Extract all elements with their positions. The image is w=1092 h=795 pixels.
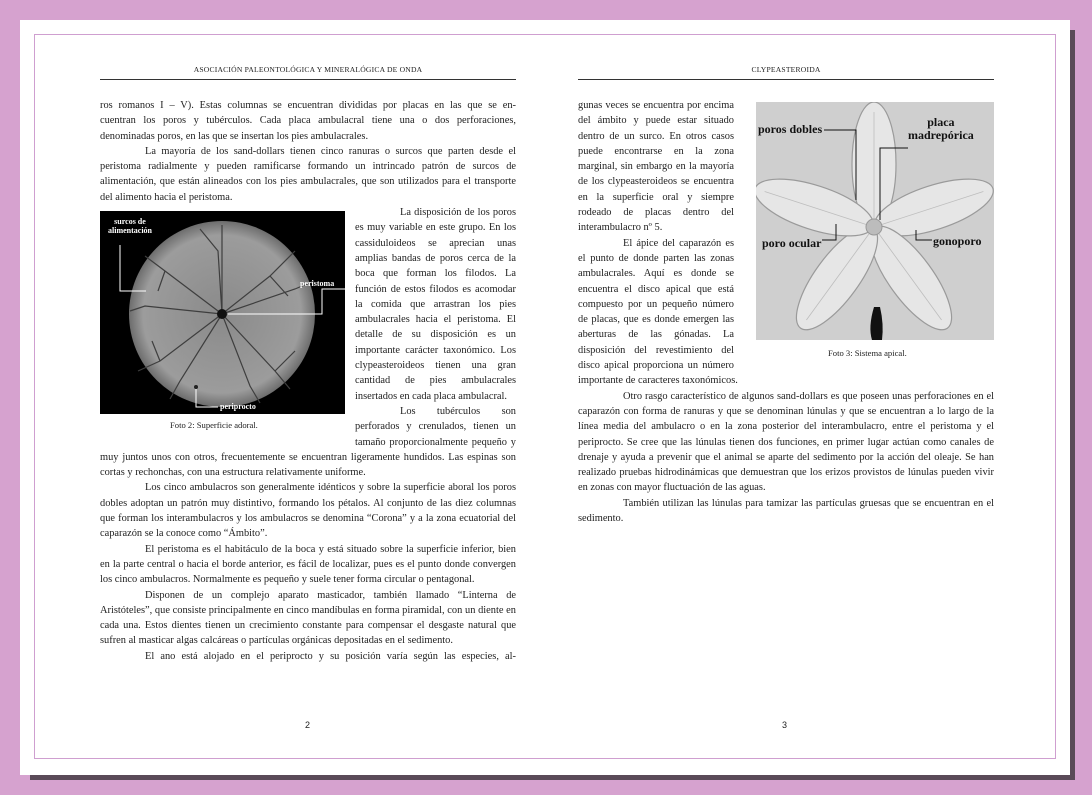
left-running-header: ASOCIACIÓN PALEONTOLÓGICA Y MINERALÓGICA DE ONDA <box>193 65 423 74</box>
document-spread <box>20 20 1070 775</box>
sand-dollar-adoral-image <box>100 211 345 414</box>
figure-3 <box>756 102 994 364</box>
label-gonoporo: gonoporo <box>933 234 982 248</box>
label-poro-ocular: poro ocular <box>762 236 822 250</box>
label-peristoma: peristoma <box>300 279 335 289</box>
right-header-rule <box>578 79 994 80</box>
paragraph-tuberculos: Los tubérculos son perforados y crenulados, tienen un tamaño proporcionalmente pequeño y muy juntos unos con otros, frecuentemente se encuentran ligeramente hundidos. Las espinas son cortas y rechonchas, con una estructura relativamente uniforme. <box>100 405 516 479</box>
paragraph-ambulacros: Los cinco ambulacros son generalmente idénticos y sobre la superficie aboral los poros dobles adoptan un patrón muy distintivo, formando los pétalos. Al conjunto de las diez columnas que forman los interambulacros y los ambulacros se denomina “Corona” y a la zona ecuatorial del caparazón se la conoce como “Ámbito”. <box>100 482 516 540</box>
figure-3-caption: Foto 3: Sistema apical. <box>828 348 907 358</box>
left-page-text <box>100 98 516 664</box>
label-periprocto: periprocto <box>220 402 256 412</box>
intro-line-2: cuentran los poros y tubérculos. Cada placa ambulacral tiene una o dos perforaciones, <box>100 115 516 127</box>
figure-2 <box>100 211 345 439</box>
figure-2-caption: Foto 2: Superficie adoral. <box>170 420 258 431</box>
intro-line-1: ros romanos I – V). Estas columnas se encuentran divididas por placas en las que se en- <box>100 100 516 111</box>
left-header-rule <box>100 79 516 80</box>
label-poros-dobles: poros dobles <box>758 122 823 136</box>
label-placa-madreporica: placa madrepórica <box>908 115 974 142</box>
left-page-number: 2 <box>305 720 311 730</box>
paragraph-peristoma: El peristoma es el habitáculo de la boca y está situado sobre la superficie inferior, bien en la parte central o hacia el borde anterior, es fácil de localizar, pues es el punto donde convergen los cinco ambulacros. Normalmente es pequeño y suele tener forma circular o pentagonal. <box>100 543 516 586</box>
paragraph-sanddollars: La mayoría de los sand-dollars tienen cinco ranuras o surcos que parten desde el peristoma radialmente y pueden ramificarse formando un intrincado patrón de surcos de alimentación, que están alineados con los pies ambulacrales, que son utilizados para el transporte del alimento hacia el peristoma. <box>100 145 516 203</box>
paragraph-ambito: gunas veces se encuentra por encima del ámbito y puede estar situado dentro de un surco. En otros casos puede encontrarse en la zona marginal, sin embargo en la mayoría de los clypeasteroideos se encuentra en la superficie oral y siempre rodeado de placas dentro del interambulacro nº 5. <box>578 100 734 234</box>
right-page-number: 3 <box>782 720 788 730</box>
right-page-text <box>578 98 994 526</box>
sand-dollar-apical-photo <box>756 102 994 340</box>
intro-line-3: denominadas poros, en las que se insertan los pies ambulacrales. <box>100 130 369 142</box>
paragraph-lunulas: Otro rasgo característico de algunos sand-dollars es que poseen unas perforaciones en el caparazón con forma de ranuras y que se denominan lúnulas y que se encuentran a lo largo de la línea media del ambulacro o en la zona posterior del interambulacro, entre el peristoma y el periprocto. Se cree que las lúnulas tienen dos funciones, en primer lugar actúan como canales de drenaje y ayuda a prevenir que el animal se aparte del sedimento por la acción del oleaje. Se han realizado pruebas hidrodinámicas que demuestran que los erizos provistos de lúnulas pueden vivir en zonas con mayor fluctuación de las aguas. <box>578 390 994 494</box>
label-surcos: surcos de alimentación <box>108 217 152 236</box>
paragraph-tamizar: También utilizan las lúnulas para tamizar las partículas gruesas que se encuentran en el sedimento. <box>578 497 994 525</box>
paragraph-disposicion: La disposición de los poros es muy variable en este grupo. En los cassiduloideos se aprecian unas amplias bandas de poros cerca de la boca que forman los filodos. La función de estos filodos es acomodar la comida que arrastran los pies ambulacrales hacia el peristoma. El detalle de su disposición es un importante carácter taxonómico. Los clypeasteroideos tienen una gran cantidad de pies ambulacrales insertados en cada placa ambulacral. <box>355 207 516 402</box>
sand-dollar-adoral-photo <box>100 211 345 414</box>
paragraph-apice: El ápice del caparazón es el punto de donde parten las zonas ambulacrales. Aquí es donde se encuentra el disco apical que está compuesto por un pequeño número de placas, que es donde emergen las aberturas de las gónadas. La disposición del revestimiento del disco apical proporciona un número importante de caracteres taxonómicos. <box>578 237 738 387</box>
paragraph-ano: El ano está alojado en el periprocto y su posición varía según las especies, al- <box>145 650 516 662</box>
right-running-header: CLYPEASTEROIDA <box>751 65 821 74</box>
paragraph-linterna: Disponen de un complejo aparato masticador, también llamado “Linterna de Aristóteles”, que consiste principalmente en cinco mandíbulas en forma piramidal, con un diente en cada una. Estos dientes tienen un crecimiento constante para compensar el desgaste natural que sufren al masticar algas calcáreas o partículas orgánicas depositadas en el sedimento. <box>100 589 516 647</box>
